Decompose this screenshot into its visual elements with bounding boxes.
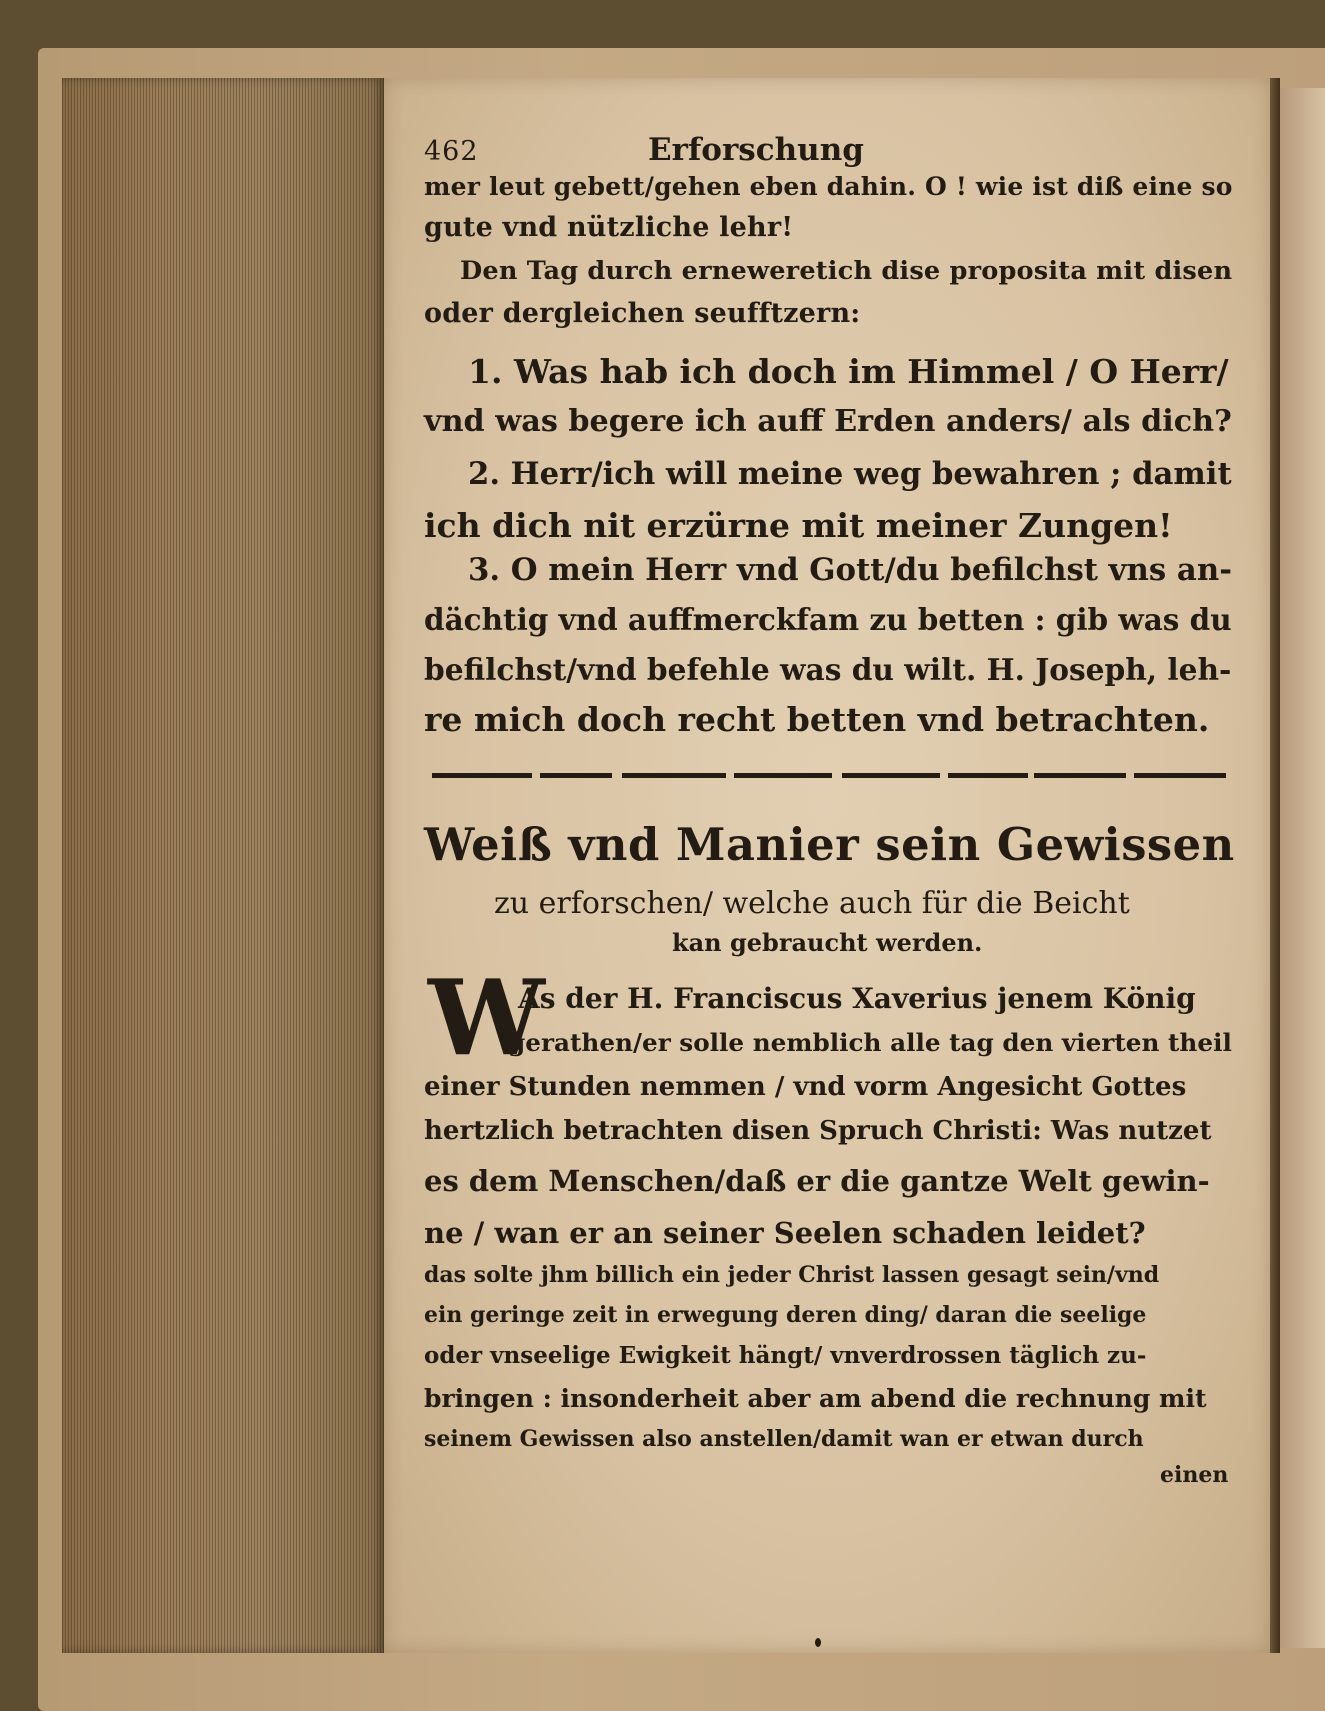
catchword: einen (1160, 1462, 1229, 1488)
paragraph-line: As der H. Franciscus Xaverius jenem König (518, 982, 1196, 1015)
paragraph-line: ne / wan er an seiner Seelen schaden leidet? (424, 1216, 1146, 1250)
divider-rule (1134, 773, 1226, 778)
page-number: 462 (424, 136, 479, 167)
text-line: Den Tag durch erneweretich dise proposita mit disen (460, 256, 1233, 286)
facing-page-edge (1280, 88, 1325, 1648)
divider-rule (432, 773, 532, 778)
prayer-line: befilchst/vnd befehle was du wilt. H. Joseph, leh- (424, 652, 1232, 687)
divider-rule (622, 773, 726, 778)
section-subtitle: kan gebraucht werden. (672, 928, 983, 957)
paragraph-line: es dem Menschen/daß er die gantze Welt gewin- (424, 1164, 1210, 1198)
divider-rule (540, 773, 612, 778)
prayer-line: vnd was begere ich auff Erden anders/ als dich? (424, 404, 1232, 439)
section-title: Weiß vnd Manier sein Gewissen (424, 818, 1235, 871)
paragraph-line: das solte jhm billich ein jeder Christ lassen gesagt sein/vnd (424, 1262, 1160, 1288)
text-line: oder dergleichen seufftzern: (424, 298, 861, 329)
book-gutter (1270, 78, 1280, 1653)
paragraph-line: bringen : insonderheit aber am abend die rechnung mit (424, 1384, 1207, 1413)
running-title: Erforschung (648, 132, 864, 168)
divider-rule (948, 773, 1028, 778)
ink-speck (815, 1638, 821, 1647)
paragraph-line: ein geringe zeit in erwegung deren ding/ daran die seelige (424, 1302, 1147, 1328)
prayer-line: 1. Was hab ich doch im Himmel / O Herr/ (468, 352, 1229, 391)
page-fore-edge (62, 78, 384, 1653)
prayer-line: ich dich nit erzürne mit meiner Zungen! (424, 506, 1173, 545)
section-subtitle: zu erforschen/ welche auch für die Beicht (494, 886, 1130, 921)
prayer-line: re mich doch recht betten vnd betrachten. (424, 700, 1210, 739)
prayer-line: dächtig vnd auffmerckfam zu betten : gib was du (424, 602, 1232, 637)
text-line: gute vnd nützliche lehr! (424, 212, 794, 243)
paragraph-line: oder vnseelige Ewigkeit hängt/ vnverdrossen täglich zu- (424, 1342, 1147, 1369)
paragraph-line: hertzlich betrachten disen Spruch Christi: Was nutzet (424, 1116, 1212, 1146)
divider-rule (842, 773, 940, 778)
text-line: mer leut gebett/gehen eben dahin. O ! wie ist diß eine so (424, 172, 1233, 201)
prayer-line: 3. O mein Herr vnd Gott/du befilchst vns an- (468, 552, 1232, 588)
paragraph-line: seinem Gewissen also anstellen/damit wan er etwan durch (424, 1426, 1144, 1452)
divider-rule (1034, 773, 1126, 778)
drop-cap-initial: W (428, 956, 545, 1079)
paragraph-line: gerathen/er solle nemblich alle tag den vierten theil (508, 1028, 1232, 1057)
prayer-line: 2. Herr/ich will meine weg bewahren ; damit (468, 456, 1232, 492)
paragraph-line: einer Stunden nemmen / vnd vorm Angesicht Gottes (424, 1072, 1187, 1102)
divider-rule (734, 773, 832, 778)
